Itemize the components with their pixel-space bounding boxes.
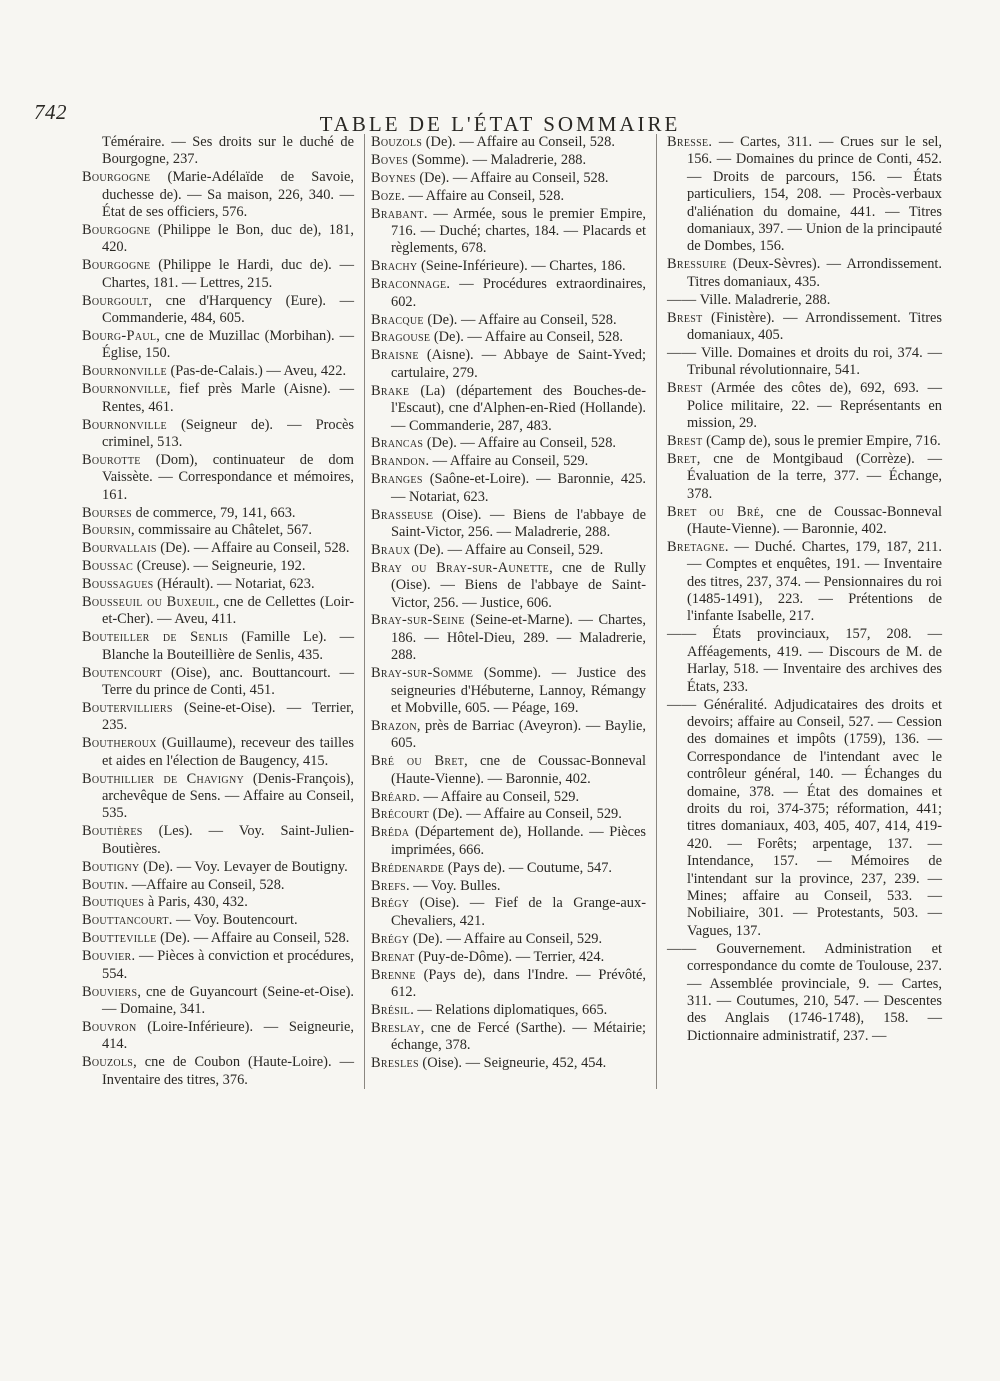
index-entry — [667, 626, 942, 696]
entry-headword: Bret — [667, 450, 697, 467]
entry-text: , cne de Montgibaud (Corrèze). — Évaluation de la terre, 377. — Échange, 378. — [687, 450, 942, 502]
entry-text: (Oise), anc. Bouttancourt. — Terre du prince de Conti, 451. — [102, 664, 354, 699]
entry-headword: Bragouse — [371, 329, 431, 346]
page-title: TABLE DE L'ÉTAT SOMMAIRE — [319, 112, 681, 137]
entry-headword: Brest — [667, 432, 703, 449]
index-entry — [82, 169, 354, 221]
entry-headword: Brécourt — [371, 806, 430, 823]
index-entry — [371, 134, 646, 151]
entry-text: Généralité. Adjudicataires des droits et devoirs; affaire au Conseil, 527. — Cession des domaines et impôts (1759), 136. — Correspondance de l'intendant avec le contrôleur général, 140. — Échanges du domaine, 378. — État des domaines et droits du roi, 374-375; réformation, 441; titres domaniaux, 403, 405, 407, 414, 419-420. — Forêts; arpentage, 137. — Intendance, 157. — Mémoires de l'intendant sur la province, 237, 239. — Mines; affaire au Conseil, 533. — Nobiliaire, 301. — Protestants, 503. —Vagues, 137. — [687, 696, 942, 939]
column-2 — [364, 134, 646, 1089]
entry-text: (Pays de), dans l'Indre. — Prévôté, 612. — [391, 966, 646, 1000]
index-entry — [82, 771, 354, 823]
index-entry — [371, 152, 646, 169]
index-entry — [371, 665, 646, 717]
index-entry — [82, 1019, 354, 1054]
entry-text: (De). — Affaire au Conseil, 528. — [156, 930, 350, 947]
index-entry — [371, 560, 646, 612]
index-entry — [371, 312, 646, 329]
entry-headword: Brésil — [371, 1001, 411, 1018]
entry-headword: Bouzols — [371, 134, 423, 150]
entry-text: . — Affaire au Conseil, 529. — [416, 788, 580, 805]
index-entry — [82, 505, 354, 522]
index-entry — [371, 860, 646, 877]
entry-headword: Boves — [371, 151, 409, 168]
index-entry — [371, 170, 646, 187]
entry-headword: Braconnage — [371, 276, 447, 293]
index-entry — [667, 941, 942, 1045]
entry-text: . — Pièces à conviction et procédures, 554. — [102, 948, 354, 982]
entry-headword: Bretagne — [667, 538, 725, 555]
entry-headword: Bouvron — [82, 1018, 137, 1035]
entry-text: , cne de Rully (Oise). — Biens de l'abbaye de Saint-Victor, 256. — Justice, 606. — [391, 559, 647, 611]
entry-text: , cne de Fercé (Sarthe). — Métairie; échange, 378. — [391, 1019, 646, 1054]
index-entry — [371, 471, 646, 506]
index-entry — [82, 629, 354, 664]
entry-headword: Bournonville — [82, 381, 167, 398]
index-entry — [371, 1055, 646, 1072]
entry-text: . — Voy. Boutencourt. — [168, 912, 298, 929]
index-entry — [82, 293, 354, 328]
entry-text: à Paris, 430, 432. — [144, 894, 248, 911]
entry-text: (Hérault). — Notariat, 623. — [153, 576, 315, 593]
index-entry — [371, 612, 646, 664]
entry-text: (Oise). — Fief de la Grange-aux-Chevaliers, 421. — [391, 895, 646, 929]
entry-headword: Bressuire — [667, 256, 727, 273]
entry-headword: Boutigny — [82, 858, 140, 875]
index-entry — [371, 453, 646, 470]
entry-text: Ville. Maladrerie, 288. — [696, 291, 831, 308]
index-entry — [82, 540, 354, 557]
entry-text: (Somme). — Justice des seigneuries d'Hébuterne, Lannoy, Rémangy et Mobville, 605. — Péage, 169. — [391, 665, 646, 716]
index-entry — [371, 806, 646, 823]
entry-text: , fief près Marle (Aisne). — Rentes, 461. — [102, 381, 354, 415]
entry-headword: Boursin — [82, 522, 131, 539]
entry-headword: Brenat — [371, 948, 415, 965]
index-entry — [371, 1020, 646, 1055]
index-entry — [667, 345, 942, 380]
entry-text: . — Relations diplomatiques, 665. — [410, 1001, 608, 1018]
entry-headword: Bouviers — [82, 983, 138, 1000]
index-entry — [371, 949, 646, 966]
index-entry — [82, 222, 354, 257]
entry-text: (Loire-Inférieure). — Seigneurie, 414. — [102, 1018, 354, 1053]
entry-headword: Bouttancourt — [82, 912, 169, 929]
index-entry — [371, 188, 646, 205]
entry-text: (La) (département des Bouches-de-l'Escaut), cne d'Alphen-en-Ried (Hollande). — Commanderie, 287, 483. — [391, 382, 646, 434]
entry-text: (Philippe le Bon, duc de), 181, 420. — [102, 222, 354, 256]
entry-headword: Bourgoult — [82, 292, 149, 309]
entry-text: (Seine-et-Marne). — Chartes, 186. — Hôtel-Dieu, 289. — Maladrerie, 288. — [391, 612, 646, 664]
entry-text: (De). — Affaire au Conseil, 528. — [156, 540, 350, 557]
entry-headword: Bresles — [371, 1055, 419, 1072]
entry-headword: Brest — [667, 309, 703, 326]
index-entry — [82, 134, 354, 169]
entry-text: (Seine-Inférieure). — Chartes, 186. — [417, 258, 626, 275]
entry-text: , cne de Coubon (Haute-Loire). — Inventaire des titres, 376. — [102, 1054, 354, 1088]
page-number: 742 — [34, 100, 67, 124]
index-entry — [371, 1002, 646, 1019]
index-entry — [371, 383, 646, 435]
entry-text: (Guillaume), receveur des tailles et aides en l'élection de Baugency, 415. — [102, 735, 354, 769]
entry-headword: Braux — [371, 541, 411, 558]
index-entry — [82, 381, 354, 416]
entry-text: (De). — Affaire au Conseil, 528. — [423, 311, 617, 328]
entry-text: . — Affaire au Conseil, 528. — [401, 187, 565, 204]
index-entry — [82, 257, 354, 292]
entry-text: États provinciaux, 157, 208. — Afféagements, 419. — Discours de M. de Harlay, 518. — Inventaire des archives des États, 233. — [687, 626, 942, 695]
index-entry — [371, 276, 646, 311]
column-1 — [82, 134, 354, 1089]
entry-text: , cne d'Harquency (Eure). — Commanderie, 484, 605. — [102, 292, 354, 327]
entry-headword: Bouthillier de Chavigny — [82, 770, 244, 787]
entry-text: (Saône-et-Loire). — Baronnie, 425. — Notariat, 623. — [391, 471, 646, 505]
entry-text: (Oise). — Seigneurie, 452, 454. — [418, 1055, 607, 1072]
entry-text: (De). — Affaire au Conseil, 529. — [429, 806, 622, 823]
index-entry — [82, 452, 354, 504]
index-entry — [82, 594, 354, 629]
index-entry — [82, 859, 354, 876]
index-entry — [371, 967, 646, 1002]
entry-text: , cne de Muzillac (Morbihan). — Église, 150. — [102, 327, 354, 362]
entry-text: (Pas-de-Calais.) — Aveu, 422. — [166, 363, 347, 380]
entry-headword: Brazon — [371, 717, 417, 734]
entry-headword: Brédenarde — [371, 859, 445, 876]
index-entry — [82, 930, 354, 947]
entry-text: , cne de Coussac-Bonneval (Haute-Vienne). — Baronnie, 402. — [391, 753, 646, 787]
entry-headword: Brachy — [371, 258, 418, 275]
index-entry — [371, 878, 646, 895]
column-3 — [656, 134, 942, 1089]
entry-headword: Bournonville — [82, 416, 167, 433]
entry-headword: Brenne — [371, 966, 416, 983]
entry-headword: Brégy — [371, 930, 410, 947]
entry-text: . —Affaire au Conseil, 528. — [124, 876, 285, 893]
index-entry — [371, 507, 646, 542]
index-columns — [82, 134, 942, 1089]
entry-text: , commissaire au Châtelet, 567. — [130, 522, 312, 539]
entry-headword: Boutteville — [82, 930, 157, 947]
entry-text: (Département de), Hollande. — Pièces imprimées, 666. — [391, 824, 646, 858]
entry-headword: Bourses — [82, 504, 133, 521]
index-entry — [667, 433, 942, 450]
index-entry — [82, 576, 354, 593]
entry-text: . — Duché. Chartes, 179, 187, 211. — Comptes et enquêtes, 191. — Inventaire des titres, 237, 374. — Pensionnaires du roi (1485-1491), 223. — Prétentions de l'infante Isabelle, 217. — [687, 538, 942, 625]
entry-headword: Boutheroux — [82, 735, 157, 752]
entry-text: (Finistère). — Arrondissement. Titres domaniaux, 405. — [687, 309, 942, 343]
entry-headword: Bourgogne — [82, 257, 151, 274]
index-entry — [371, 753, 646, 788]
entry-headword: Boynes — [371, 169, 416, 186]
entry-text: (De). — Affaire au Conseil, 528. — [422, 134, 615, 150]
entry-text: de commerce, 79, 141, 663. — [132, 504, 296, 521]
index-entry — [82, 877, 354, 894]
entry-headword: —— — [667, 626, 697, 643]
entry-headword: Brake — [371, 382, 410, 399]
entry-headword: Bourvallais — [82, 540, 157, 557]
entry-text: (De). — Affaire au Conseil, 528. — [430, 329, 623, 346]
entry-text: . — Armée, sous le premier Empire, 716. — Duché; chartes, 184. — Placards et règlements, 678. — [391, 205, 646, 257]
entry-text: (Armée des côtes de), 692, 693. — Police militaire, 22. — Représentants en mission, 29. — [687, 380, 942, 431]
entry-headword: Bouteiller de Senlis — [82, 629, 229, 646]
index-entry — [82, 948, 354, 983]
entry-headword: Bré ou Bret — [371, 753, 465, 770]
entry-headword: Brancas — [371, 435, 424, 452]
entry-headword: Breslay — [371, 1019, 421, 1036]
index-entry — [667, 539, 942, 626]
index-entry — [667, 256, 942, 291]
index-entry — [82, 417, 354, 452]
entry-headword: Bréda — [371, 824, 410, 841]
entry-headword: Bourgogne — [82, 169, 151, 186]
index-entry — [371, 931, 646, 948]
entry-text: (Puy-de-Dôme). — Terrier, 424. — [414, 948, 605, 965]
entry-headword: Boutin — [82, 876, 125, 893]
entry-text: Gouvernement. Administration et correspondance du comte de Toulouse, 237. — Assemblée provinciale, 9. — Cartes, 311. — Coutumes, 210, 547. — Descentes des Anglais (1746-1748), 158. — Dictionnaire administratif, 237. — — [687, 940, 942, 1044]
entry-text: (Philippe le Hardi, duc de). — Chartes, 181. — Lettres, 215. — [102, 257, 354, 291]
entry-text: Ville. Domaines et droits du roi, 374. — Tribunal révolutionnaire, 541. — [687, 344, 942, 379]
entry-text: (De). — Affaire au Conseil, 528. — [415, 169, 609, 186]
entry-text: (Aisne). — Abbaye de Saint-Yved; cartulaire, 279. — [391, 347, 646, 381]
entry-headword: Boussagues — [82, 576, 154, 593]
index-entry — [82, 665, 354, 700]
entry-headword: Boussac — [82, 558, 134, 575]
entry-headword: Bret ou Bré — [667, 503, 761, 520]
entry-headword: Bourgogne — [82, 222, 151, 239]
entry-text: . — Voy. Bulles. — [406, 877, 501, 894]
index-entry — [82, 735, 354, 770]
index-entry — [371, 789, 646, 806]
entry-headword: Brefs — [371, 877, 406, 894]
entry-text: (Marie-Adélaïde de Savoie, duchesse de). — Sa maison, 226, 340. — État de ses officiers, 576. — [102, 169, 354, 221]
index-entry — [82, 984, 354, 1019]
entry-text: (Seine-et-Oise). — Terrier, 235. — [102, 700, 354, 734]
index-entry — [371, 347, 646, 382]
entry-text: (De). — Affaire au Conseil, 528. — [423, 435, 617, 452]
entry-text: (De). — Affaire au Conseil, 529. — [409, 930, 603, 947]
entry-text: Téméraire. — Ses droits sur le duché de Bourgogne, 237. — [102, 134, 354, 168]
index-entry — [667, 134, 942, 256]
entry-text: , près de Barriac (Aveyron). — Baylie, 605. — [391, 717, 646, 752]
entry-text: (Seigneur de). — Procès criminel, 513. — [102, 416, 354, 450]
index-entry — [371, 895, 646, 930]
entry-headword: Branges — [371, 471, 423, 488]
index-entry — [82, 1054, 354, 1089]
entry-headword: Bray-sur-Somme — [371, 665, 474, 682]
entry-headword: Brégy — [371, 895, 410, 912]
entry-text: (Les). — Voy. Saint-Julien-Boutières. — [102, 823, 354, 857]
index-entry — [667, 451, 942, 503]
entry-text: . — Procédures extraordinaires, 602. — [391, 276, 646, 310]
index-entry — [667, 380, 942, 432]
entry-text: (De). — Voy. Levayer de Boutigny. — [139, 858, 348, 875]
entry-headword: Bresse — [667, 134, 709, 150]
entry-text: (De). — Affaire au Conseil, 529. — [410, 541, 604, 558]
entry-headword: Bousseuil ou Buxeuil — [82, 594, 216, 611]
entry-headword: Boutières — [82, 823, 143, 840]
index-entry — [82, 823, 354, 858]
entry-headword: Bourg-Paul — [82, 327, 157, 344]
entry-headword: Bray ou Bray-sur-Aunette — [371, 559, 550, 576]
entry-headword: Bray-sur-Seine — [371, 612, 465, 629]
index-entry — [371, 258, 646, 275]
entry-text: (Deux-Sèvres). — Arrondissement. Titres domaniaux, 435. — [687, 256, 942, 290]
index-entry — [82, 328, 354, 363]
index-entry — [667, 697, 942, 941]
index-entry — [82, 700, 354, 735]
entry-headword: Boutervilliers — [82, 700, 173, 716]
entry-headword: Bouzols — [82, 1054, 134, 1071]
entry-headword: Boze — [371, 187, 402, 204]
index-entry — [82, 894, 354, 911]
entry-text: (Denis-François), archevêque de Sens. — Affaire au Conseil, 535. — [102, 770, 354, 822]
index-entry — [371, 435, 646, 452]
index-entry — [371, 329, 646, 346]
entry-headword: —— — [667, 696, 697, 713]
entry-text: , cne de Cellettes (Loir-et-Cher). — Aveu, 411. — [102, 594, 355, 628]
entry-text: (Famille Le). — Blanche la Bouteillière de Senlis, 435. — [102, 629, 354, 663]
entry-headword: —— — [667, 344, 697, 361]
entry-headword: Bournonville — [82, 363, 167, 380]
entry-headword: Brasseuse — [371, 506, 434, 523]
index-entry — [667, 504, 942, 539]
entry-headword: Brandon — [371, 453, 426, 470]
entry-text: (Pays de). — Coutume, 547. — [444, 859, 613, 876]
index-entry — [82, 363, 354, 380]
entry-headword: —— — [667, 291, 697, 308]
index-entry — [371, 718, 646, 753]
entry-text: . — Cartes, 311. — Crues sur le sel, 156. — Domaines du prince de Conti, 452. — Droits de parcours, 156. — États particuliers, 154, 208. — Procès-verbaux d'aliénation du domaine, 441. — Titres domaniaux, 397. — Union de la principauté de Dombes, 156. — [687, 134, 942, 255]
entry-headword: Brest — [667, 380, 703, 397]
index-entry — [82, 912, 354, 929]
entry-headword: Boutencourt — [82, 664, 163, 681]
entry-text: (Dom), continuateur de dom Vaissète. — Correspondance et mémoires, 161. — [102, 451, 354, 503]
index-entry — [667, 292, 942, 309]
index-entry — [371, 206, 646, 258]
index-entry — [371, 824, 646, 859]
entry-text: (Somme). — Maladrerie, 288. — [408, 151, 587, 168]
index-entry — [667, 310, 942, 345]
entry-text: (Creuse). — Seigneurie, 192. — [133, 558, 306, 575]
entry-text: , cne de Coussac-Bonneval (Haute-Vienne). — Baronnie, 402. — [687, 503, 942, 537]
entry-text: (Camp de), sous le premier Empire, 716. — [702, 432, 941, 449]
entry-text: . — Affaire au Conseil, 529. — [425, 453, 589, 470]
entry-headword: —— — [667, 940, 697, 957]
entry-headword: Bouvier — [82, 948, 132, 965]
entry-headword: Braisne — [371, 347, 419, 364]
index-entry — [82, 558, 354, 575]
entry-headword: Bracque — [371, 311, 424, 328]
entry-text: (Oise). — Biens de l'abbaye de Saint-Victor, 256. — Maladrerie, 288. — [391, 506, 646, 540]
entry-text: , cne de Guyancourt (Seine-et-Oise). — Domaine, 341. — [102, 983, 354, 1017]
entry-headword: Boutiques — [82, 894, 145, 911]
index-entry — [82, 522, 354, 539]
entry-headword: Brabant — [371, 205, 424, 222]
entry-headword: Bréard — [371, 788, 417, 805]
entry-headword: Bourotte — [82, 451, 141, 468]
index-entry — [371, 542, 646, 559]
